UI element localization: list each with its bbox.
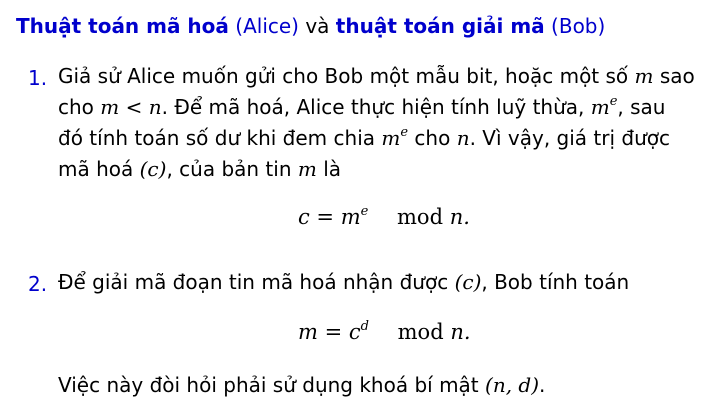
item-2-line-2 [58, 370, 545, 401]
math: n [456, 126, 470, 150]
item-2-conclusion [58, 370, 545, 401]
equation-mod: mod [397, 320, 444, 344]
item-1-line-1 [58, 61, 695, 92]
item-2-paragraph [58, 267, 629, 298]
item-1-line-3 [58, 123, 695, 154]
text: Việc này đòi hỏi phải sử dụng khoá bí mật [58, 373, 479, 397]
equation-lhs: m = c [298, 320, 361, 344]
math: (n, d) [485, 373, 540, 397]
text: Giả sử Alice muốn gửi cho Bob một mẫu bit, hoặc một số [58, 64, 629, 88]
slide-title [16, 14, 605, 38]
math: m [634, 64, 654, 88]
math: m [590, 95, 610, 119]
item-1-paragraph [58, 61, 695, 185]
text: cho [414, 126, 451, 150]
text: . Vì vậy, giá trị được [469, 126, 670, 150]
title-decrypt-algorithm: thuật toán giải mã [335, 14, 545, 38]
title-and: và [305, 14, 330, 38]
math: (c) [454, 270, 482, 294]
item-1-line-2 [58, 92, 695, 123]
math: m [381, 126, 401, 150]
text: là [323, 157, 341, 181]
text: cho [58, 95, 94, 119]
encryption-equation [298, 205, 470, 229]
math: m < n [100, 95, 162, 119]
math: (c) [139, 157, 167, 181]
math: m [297, 157, 317, 181]
text: mã hoá [58, 157, 134, 181]
decryption-equation [298, 320, 471, 344]
title-alice: (Alice) [235, 14, 299, 38]
math-superscript: e [400, 125, 409, 140]
equation-mod: mod [397, 205, 444, 229]
equation-rhs: n. [449, 205, 470, 229]
equation-rhs: n. [450, 320, 471, 344]
text: , của bản tin [166, 157, 292, 181]
math-superscript: e [609, 94, 618, 109]
equation-exponent: e [360, 204, 369, 219]
text: sao [659, 64, 695, 88]
item-1-line-4 [58, 154, 695, 185]
text: . Để mã hoá, Alice thực hiện tính luỹ thừa, [161, 95, 585, 119]
text: . [539, 373, 546, 397]
list-number-2: 2. [28, 272, 48, 296]
text: , sau [617, 95, 666, 119]
equation-lhs: c = m [298, 205, 361, 229]
text: Để giải mã đoạn tin mã hoá nhận được [58, 270, 449, 294]
text: đó tính toán số dư khi đem chia [58, 126, 376, 150]
item-2-line-1 [58, 267, 629, 298]
list-number-1: 1. [28, 66, 48, 90]
title-bob: (Bob) [551, 14, 606, 38]
text: , Bob tính toán [481, 270, 630, 294]
title-encrypt-algorithm: Thuật toán mã hoá [16, 14, 229, 38]
equation-exponent: d [360, 319, 369, 334]
